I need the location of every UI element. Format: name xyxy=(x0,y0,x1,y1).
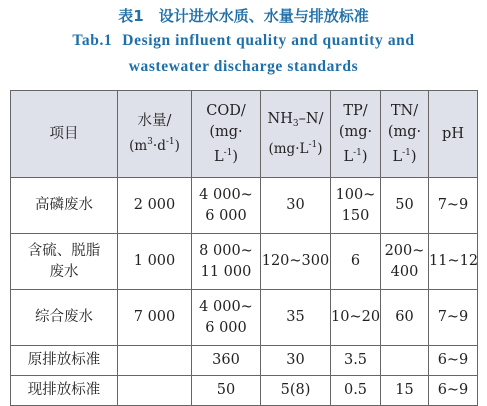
cell-ph: 6~9 xyxy=(429,376,478,406)
cell-item: 高磷废水 xyxy=(11,178,118,234)
cell-water: 1 000 xyxy=(118,234,192,290)
cell-tn: 50 xyxy=(381,178,429,234)
cell-nh3n: 120~300 xyxy=(261,234,331,290)
cell-cod: 50 xyxy=(192,376,261,406)
cell-nh3n: 5(8) xyxy=(261,376,331,406)
header-cod: COD/ (mg· $L^{-1}$) xyxy=(192,91,261,178)
header-nh3n: $NH_3-N/$ $(mg\cdot L^{-1})$ xyxy=(261,91,331,178)
cell-cod: 8 000~ 11 000 xyxy=(192,234,261,290)
header-ph: pH xyxy=(429,91,478,178)
cell-tn: 15 xyxy=(381,376,429,406)
cell-water: 2 000 xyxy=(118,178,192,234)
cell-cod: 4 000~ 6 000 xyxy=(192,178,261,234)
cell-nh3n: 30 xyxy=(261,178,331,234)
standards-table xyxy=(10,90,478,406)
cell-tp: 3.5 xyxy=(331,346,381,376)
cell-nh3n: 35 xyxy=(261,290,331,346)
cell-ph: 7~9 xyxy=(429,178,478,234)
header-tn: TN/ (mg· $L^{-1}$) xyxy=(381,91,429,178)
cell-item: 现排放标准 xyxy=(11,376,118,406)
header-tp: TP/ (mg· $L^{-1}$) xyxy=(331,91,381,178)
table-row xyxy=(11,346,478,376)
table-row xyxy=(11,290,478,346)
cell-item: 原排放标准 xyxy=(11,346,118,376)
cell-water: 7 000 xyxy=(118,290,192,346)
header-water-quantity: 水量/ $(m^3\cdot d^{-1})$ xyxy=(118,91,192,178)
cell-ph: 7~9 xyxy=(429,290,478,346)
cell-tn: 200~ 400 xyxy=(381,234,429,290)
cell-tn: 60 xyxy=(381,290,429,346)
table-row xyxy=(11,178,478,234)
cell-ph: 6~9 xyxy=(429,346,478,376)
cell-cod: 360 xyxy=(192,346,261,376)
table-caption-label: Tab.1 xyxy=(72,32,113,49)
cell-tn xyxy=(381,346,429,376)
cell-tp: 10~20 xyxy=(331,290,381,346)
cell-tp: 0.5 xyxy=(331,376,381,406)
cell-nh3n: 30 xyxy=(261,346,331,376)
cell-tp: 100~ 150 xyxy=(331,178,381,234)
cell-cod: 4 000~ 6 000 xyxy=(192,290,261,346)
header-item: 项目 xyxy=(11,91,118,178)
table-caption-line2: wastewater discharge standards xyxy=(128,58,359,75)
cell-item: 含硫、脱脂 废水 xyxy=(11,234,118,290)
table-caption-line1: Design influent quality and quantity and xyxy=(122,32,415,49)
cell-water xyxy=(118,376,192,406)
table-row xyxy=(11,234,478,290)
cell-tp: 6 xyxy=(331,234,381,290)
table-caption-english xyxy=(10,28,477,80)
header-row xyxy=(11,91,478,178)
cell-item: 综合废水 xyxy=(11,290,118,346)
table-caption-chinese: 表1 设计进水水质、水量与排放标准 xyxy=(118,7,369,25)
cell-water xyxy=(118,346,192,376)
cell-ph: 11~12 xyxy=(429,234,478,290)
table-row xyxy=(11,376,478,406)
